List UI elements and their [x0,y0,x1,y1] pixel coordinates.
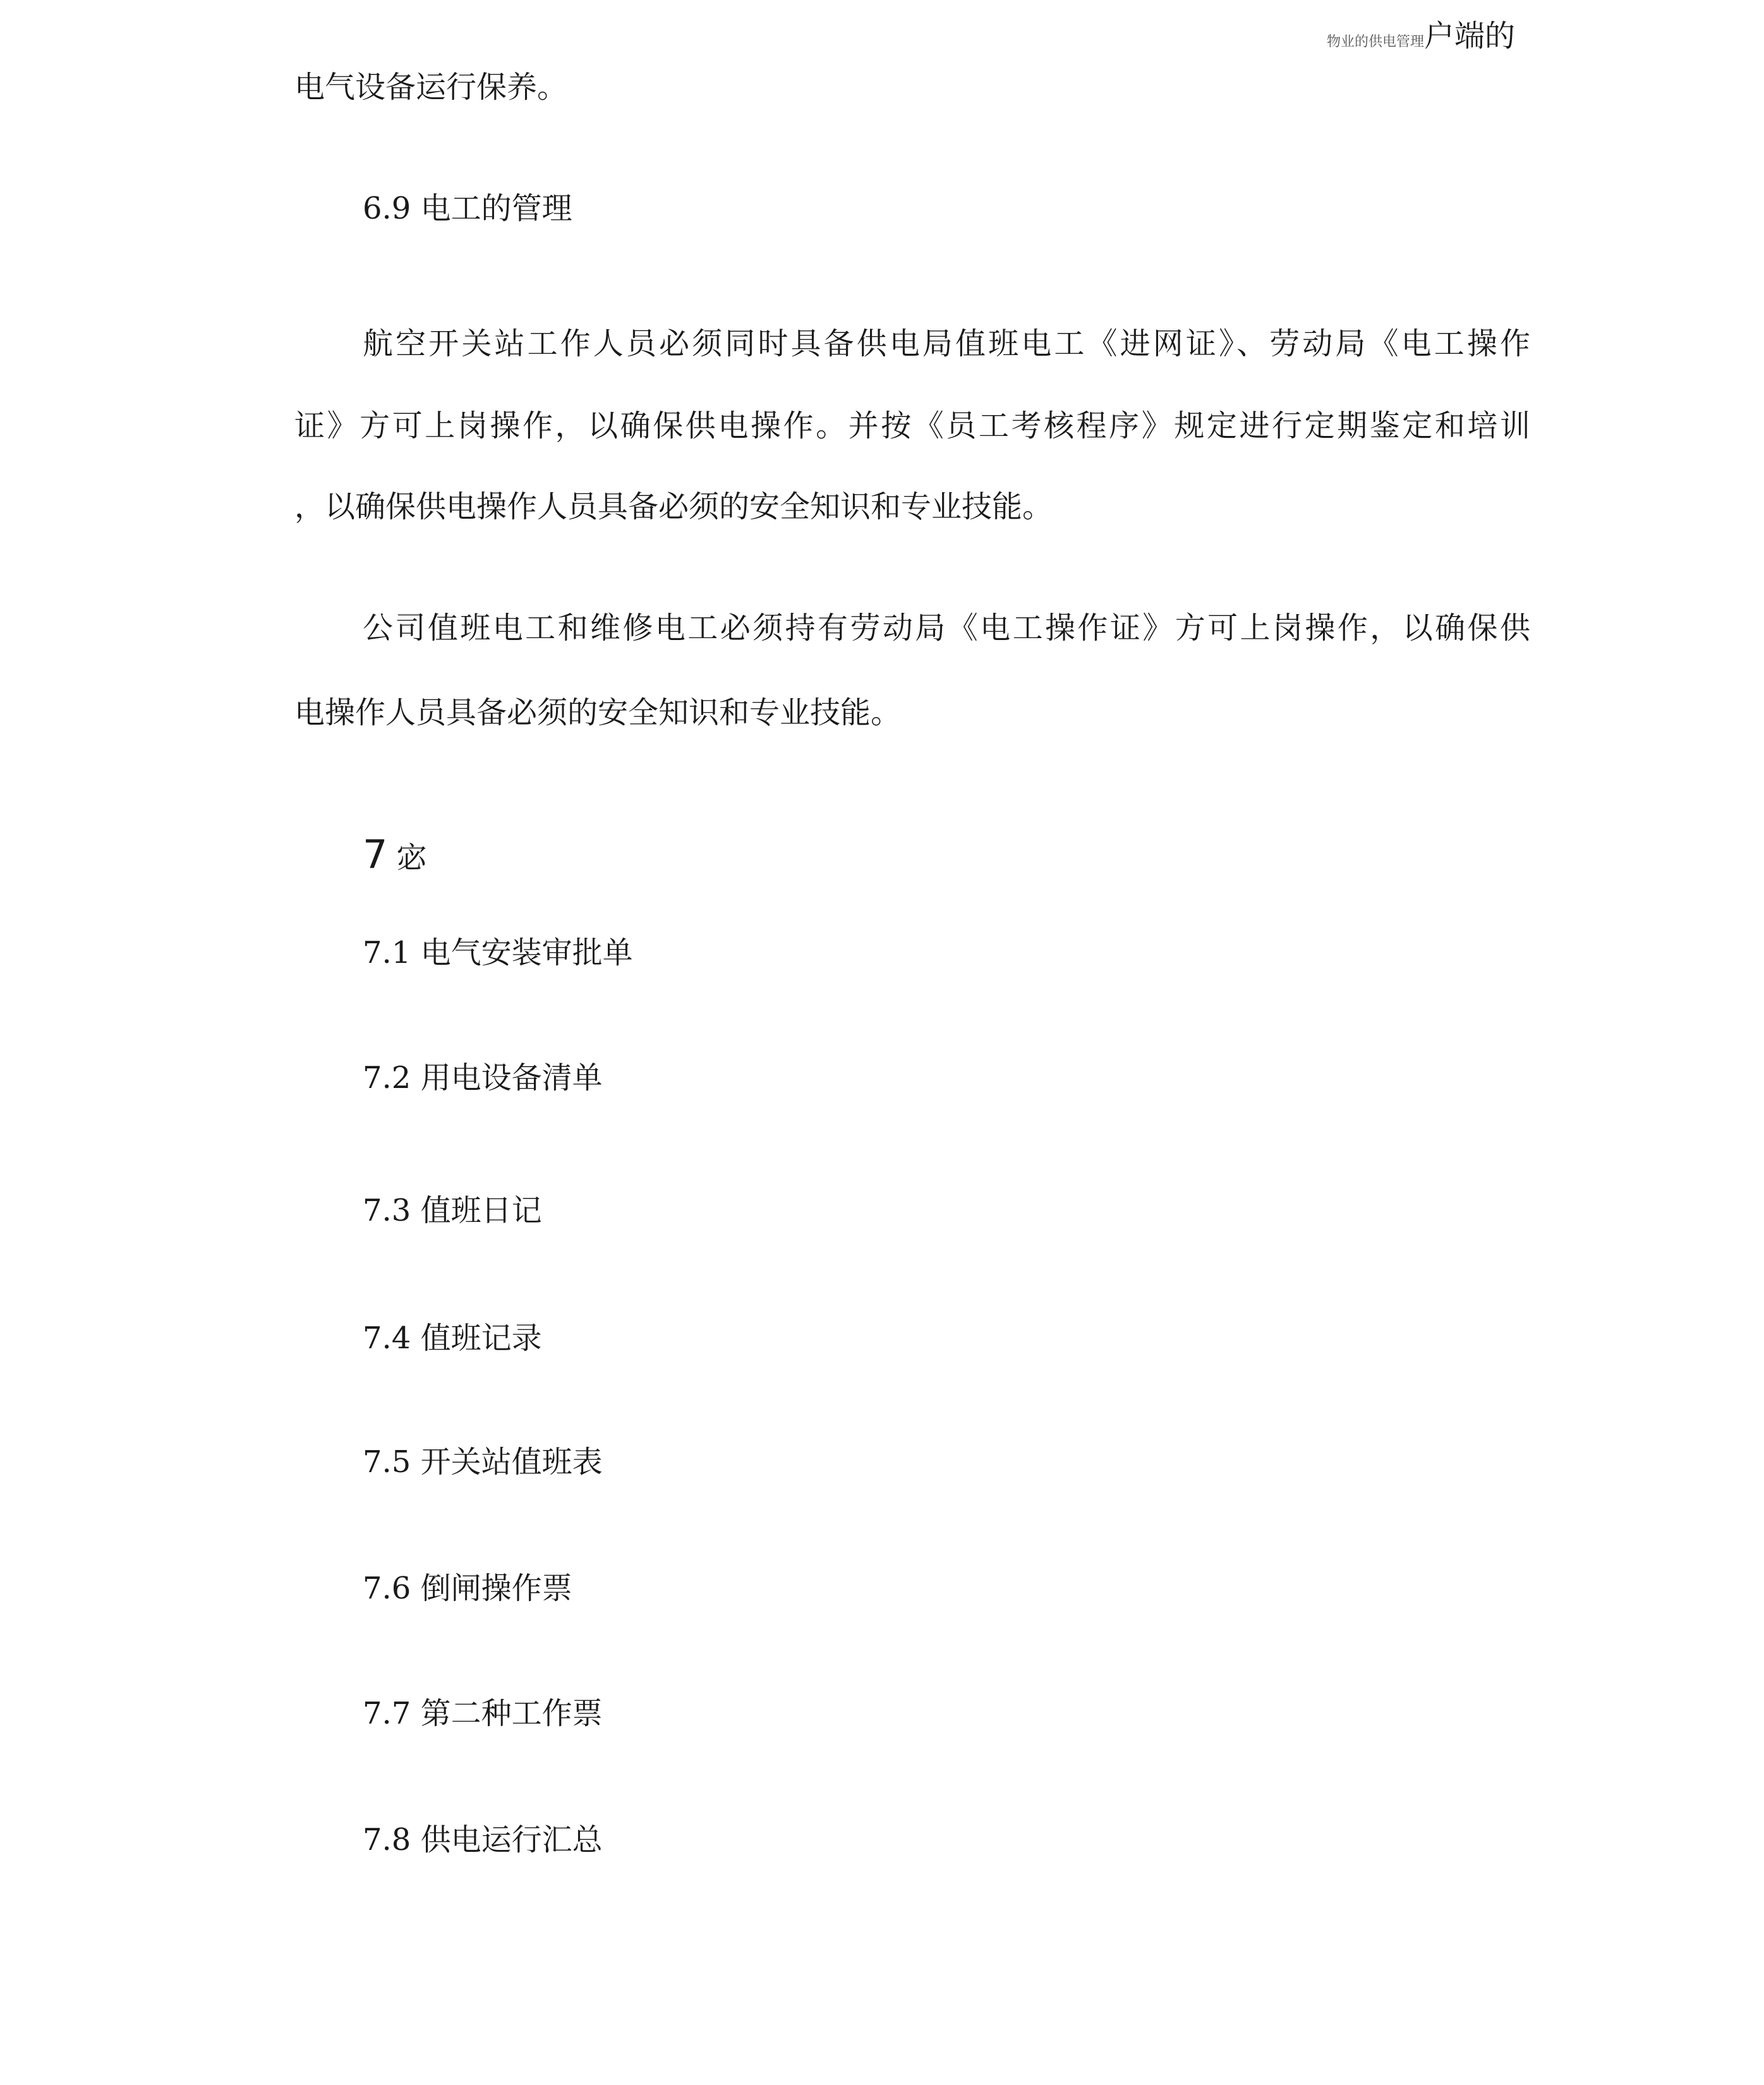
section-6-9-para2-line: 电操作人员具备必须的安全知识和专业技能。 [294,695,902,730]
page-header [1327,11,1515,55]
section-6-9-heading: 6.9 电工的管理 [363,191,572,226]
list-item: 7.5 开关站值班表 [363,1444,603,1480]
list-item: 7.2 用电设备清单 [363,1060,603,1096]
list-item: 7.4 值班记录 [363,1320,542,1356]
list-item: 7.6 倒闸操作票 [363,1571,572,1606]
section-7-number: 7 [363,831,388,878]
header-small-text: 物业的供电管理 [1326,34,1424,50]
header-large-text: 户端的 [1423,18,1515,54]
section-6-9-para1-line: 证》方可上岗操作，以确保供电操作。并按《员工考核程序》规定进行定期鉴定和培训 [294,408,1530,444]
section-7-heading [363,831,426,878]
list-item: 7.1 电气安装审批单 [363,935,633,970]
list-item: 7.8 供电运行汇总 [363,1822,603,1858]
section-7-title: 宓 [396,840,427,876]
continuation-line: 电气设备运行保养。 [294,70,568,105]
list-item: 7.7 第二种工作票 [363,1696,603,1731]
section-6-9-para1-line: ，以确保供电操作人员具备必须的安全知识和专业技能。 [294,489,1053,524]
section-6-9-para2-line: 公司值班电工和维修电工必须持有劳动局《电工操作证》方可上岗操作，以确保供 [363,610,1530,646]
list-item: 7.3 值班日记 [363,1193,542,1228]
section-6-9-para1-line: 航空开关站工作人员必须同时具备供电局值班电工《进网证》、劳动局《电工操作 [363,326,1530,361]
